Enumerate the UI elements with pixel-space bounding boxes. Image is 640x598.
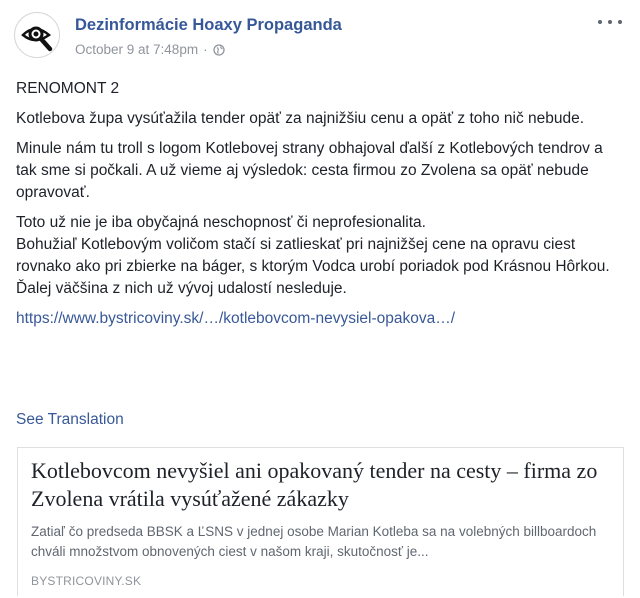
post-meta bbox=[75, 42, 225, 57]
post-paragraph: Kotlebova župa vysúťažila tender opäť za najnižšiu cenu a opäť z toho nič nebude. bbox=[16, 110, 585, 127]
post-paragraph: Minule nám tu troll s logom Kotlebovej strany obhajoval ďalší z Kotlebových tendrov a tak sme si počkali. A už vieme aj výsledok: cesta firmou zo Zvolena sa opäť nebude opravovať. bbox=[16, 140, 603, 201]
post-paragraph: Bohužiaľ Kotlebovým voličom stačí si zatlieskať pri najnižšej cene na opravu ciest rovnako ako pri zbierke na báger, s ktorým Vodca urobí poriadok pod Krásnou Hôrkou. bbox=[16, 236, 610, 275]
post-header bbox=[14, 10, 626, 60]
link-card-description: Zatiaľ čo predseda BBSK a ĽSNS v jednej osobe Marian Kotleba sa na volebných billboardoch chváli množstvom obnovených ciest v našom kraji, skutočnosť je... bbox=[31, 524, 597, 559]
more-dot bbox=[598, 20, 602, 24]
globe-icon[interactable] bbox=[213, 44, 225, 56]
meta-separator: · bbox=[203, 42, 208, 57]
more-dot bbox=[608, 20, 612, 24]
more-options-icon[interactable] bbox=[598, 14, 622, 30]
post-url-link[interactable]: https://www.bystricoviny.sk/…/kotlebovcom-nevysiel-opakova…/ bbox=[16, 310, 456, 327]
link-card-domain: BYSTRICOVINY.SK bbox=[31, 574, 142, 588]
link-card-title[interactable]: Kotlebovcom nevyšiel ani opakovaný tender na cesty – firma zo Zvolena vrátila vysúťažené zákazky bbox=[31, 458, 598, 511]
eye-magnifier-logo-icon bbox=[15, 13, 60, 58]
post-body bbox=[16, 78, 624, 338]
more-dot bbox=[618, 20, 622, 24]
page-name-link[interactable]: Dezinformácie Hoaxy Propaganda bbox=[75, 16, 342, 34]
post-link-paragraph bbox=[16, 308, 624, 330]
see-translation-link[interactable]: See Translation bbox=[16, 411, 124, 428]
post-paragraph: RENOMONT 2 bbox=[16, 80, 120, 97]
link-preview-card[interactable] bbox=[17, 447, 624, 596]
page-avatar[interactable] bbox=[14, 12, 60, 58]
post-timestamp[interactable]: October 9 at 7:48pm bbox=[75, 42, 199, 57]
post-paragraph: Ďalej väčšina z nich už vývoj udalostí nesleduje. bbox=[16, 280, 347, 297]
post-paragraph: Toto už nie je iba obyčajná neschopnosť či neprofesionalita. bbox=[16, 214, 426, 231]
